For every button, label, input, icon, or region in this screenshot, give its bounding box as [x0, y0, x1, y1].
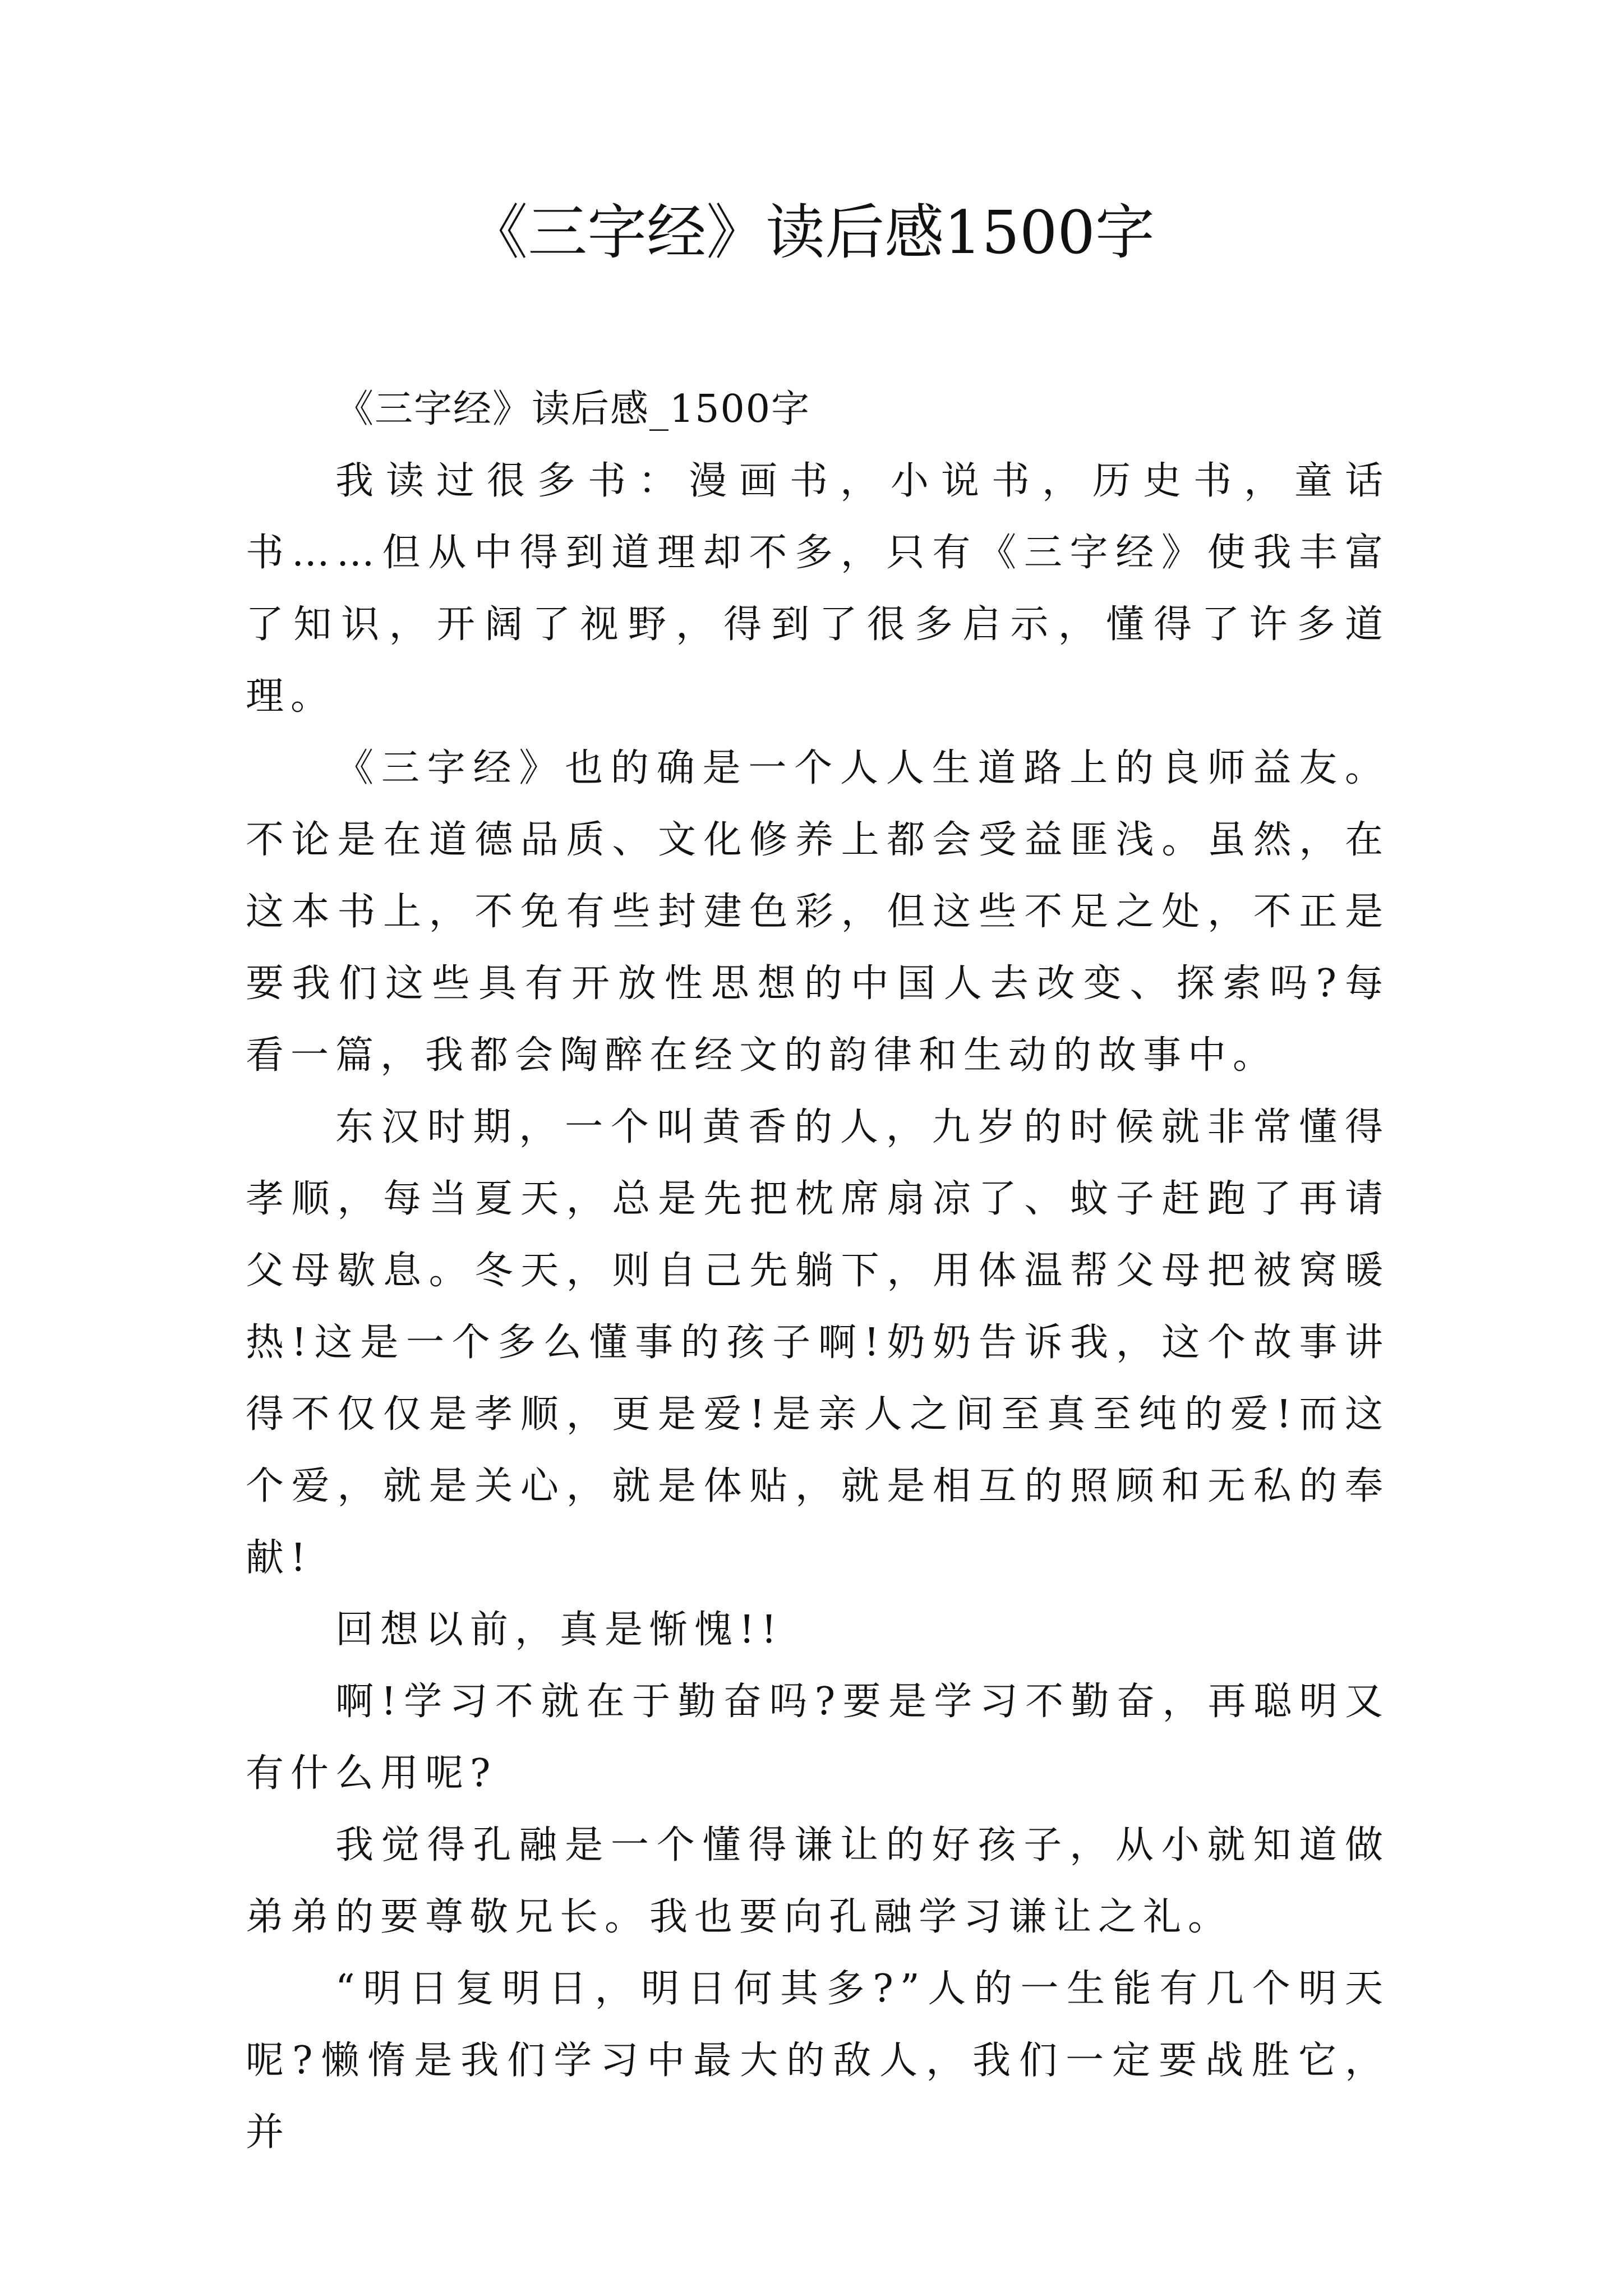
paragraph: 回想以前，真是惭愧!! — [335, 1608, 783, 1652]
paragraph: 我读过很多书：漫画书，小说书，历史书，童话书……但从中得到道理却不多，只有《三字经》使我丰富了知识，开阔了视野，得到了很多启示，懂得了许多道理。 — [246, 459, 1390, 719]
document-body — [246, 374, 1390, 2169]
paragraph: 啊!学习不就在于勤奋吗?要是学习不勤奋，再聪明又有什么用呢? — [246, 1680, 1390, 1796]
paragraph-subtitle: 《三字经》读后感_1500字 — [335, 387, 811, 431]
paragraph: “明日复明日，明日何其多?”人的一生能有几个明天呢?懒惰是我们学习中最大的敌人，我们一定要战胜它，并 — [246, 1967, 1390, 2155]
paragraph: 东汉时期，一个叫黄香的人，九岁的时候就非常懂得孝顺，每当夏天，总是先把枕席扇凉了、蚊子赶跑了再请父母歇息。冬天，则自己先躺下，用体温帮父母把被窝暖热!这是一个多么懂事的孩子啊!奶奶告诉我，这个故事讲得不仅仅是孝顺，更是爱!是亲人之间至真至纯的爱!而这个爱，就是关心，就是体贴，就是相互的照顾和无私的奉献! — [246, 1105, 1390, 1580]
document-title: 《三字经》读后感1500字 — [468, 198, 1155, 267]
paragraph: 我觉得孔融是一个懂得谦让的好孩子，从小就知道做弟弟的要尊敬兄长。我也要向孔融学习谦让之礼。 — [246, 1823, 1390, 1939]
paragraph: 《三字经》也的确是一个人人生道路上的良师益友。不论是在道德品质、文化修养上都会受益匪浅。虽然，在这本书上，不免有些封建色彩，但这些不足之处，不正是要我们这些具有开放性思想的中国人去改变、探索吗?每看一篇，我都会陶醉在经文的韵律和生动的故事中。 — [246, 746, 1390, 1078]
